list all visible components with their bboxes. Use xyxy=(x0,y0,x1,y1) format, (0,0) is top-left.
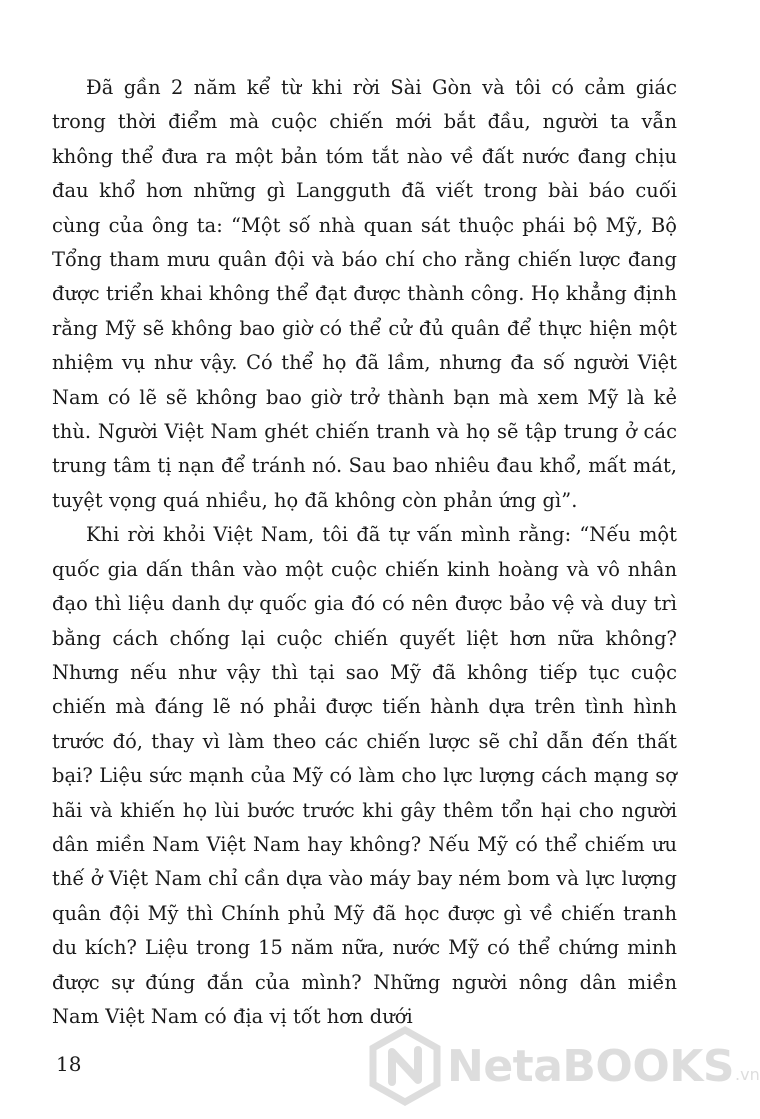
netabooks-logo-icon xyxy=(365,1026,445,1106)
paragraph-2: Khi rời khỏi Việt Nam, tôi đã tự vấn mình rằng: “Nếu một quốc gia dấn thân vào một cuộc chiến kinh hoàng và vô nhân đạo thì liệu danh dự quốc gia đó có nên được bảo vệ và duy trì bằng cách chống lại cuộc chiến quyết liệt hơn nữa không? Nhưng nếu như vậy thì tại sao Mỹ đã không tiếp tục cuộc chiến mà đáng lẽ nó phải được tiến hành dựa trên tình hình trước đó, thay vì làm theo các chiến lược sẽ chỉ dẫn đến thất bại? Liệu sức mạnh của Mỹ có làm cho lực lượng cách mạng sợ hãi và khiến họ lùi bước trước khi gây thêm tổn hại cho người dân miền Nam Việt Nam hay không? Nếu Mỹ có thể chiếm ưu thế ở Việt Nam chỉ cần dựa vào máy bay ném bom và lực lượng quân đội Mỹ thì Chính phủ Mỹ đã học được gì về chiến tranh du kích? Liệu trong 15 năm nữa, nước Mỹ có thể chứng minh được sự đúng đắn của mình? Những người nông dân miền Nam Việt Nam có địa vị tốt hơn dưới xyxy=(52,523,677,1028)
watermark-suffix: .vn xyxy=(735,1065,760,1084)
page-number: 18 xyxy=(56,1052,82,1076)
page-body xyxy=(52,71,677,1034)
paragraph-1: Đã gần 2 năm kể từ khi rời Sài Gòn và tôi có cảm giác trong thời điểm mà cuộc chiến mới bắt đầu, người ta vẫn không thể đưa ra một bản tóm tắt nào về đất nước đang chịu đau khổ hơn những gì Langguth đã viết trong bài báo cuối cùng của ông ta: “Một số nhà quan sát thuộc phái bộ Mỹ, Bộ Tổng tham mưu quân đội và báo chí cho rằng chiến lược đang được triển khai không thể đạt được thành công. Họ khẳng định rằng Mỹ sẽ không bao giờ có thể cử đủ quân để thực hiện một nhiệm vụ như vậy. Có thể họ đã lầm, nhưng đa số người Việt Nam có lẽ sẽ không bao giờ trở thành bạn mà xem Mỹ là kẻ thù. Người Việt Nam ghét chiến tranh và họ sẽ tập trung ở các trung tâm tị nạn để tránh nó. Sau bao nhiêu đau khổ, mất mát, tuyệt vọng quá nhiều, họ đã không còn phản ứng gì”. xyxy=(52,76,677,512)
watermark xyxy=(365,1022,760,1110)
watermark-text: NetaBOOKS xyxy=(447,1040,735,1092)
